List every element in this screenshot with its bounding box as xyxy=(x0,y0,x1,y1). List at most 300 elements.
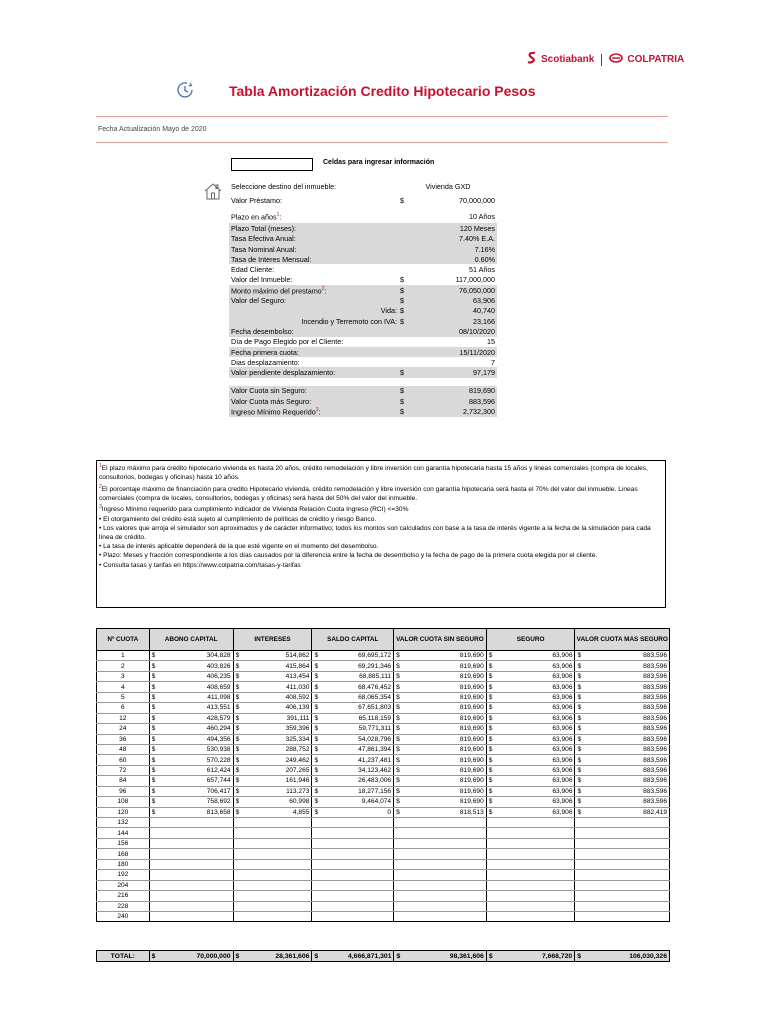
currency-sign: $ xyxy=(575,807,587,817)
house-icon xyxy=(203,181,223,206)
input-cell-legend-swatch xyxy=(231,158,313,171)
table-row xyxy=(97,776,670,786)
logo-colpatria-text: COLPATRIA xyxy=(627,54,685,65)
amount-cell: 63,906 xyxy=(498,786,575,796)
note-item xyxy=(99,542,663,551)
currency-sign: $ xyxy=(399,316,408,326)
currency-sign: $ xyxy=(399,406,408,416)
amount-cell xyxy=(406,901,487,911)
amount-cell: 813,658 xyxy=(161,807,233,817)
currency-sign: $ xyxy=(575,765,587,775)
currency-sign: $ xyxy=(233,797,245,807)
table-row xyxy=(97,818,670,828)
amount-cell: 612,424 xyxy=(161,765,233,775)
param-value: 97,179 xyxy=(408,367,497,377)
param-row xyxy=(229,306,497,316)
currency-sign xyxy=(486,838,498,848)
column-header: Nº CUOTA xyxy=(97,629,150,651)
amount-cell xyxy=(161,828,233,838)
currency-sign: $ xyxy=(149,734,161,744)
currency-sign: $ xyxy=(312,765,324,775)
installment-number: 120 xyxy=(97,807,150,817)
amount-cell: 68,065,354 xyxy=(324,692,394,702)
footnote-ref: 3 xyxy=(99,504,102,511)
amount-cell: 883,596 xyxy=(587,651,670,661)
currency-sign: $ xyxy=(394,755,406,765)
currency-sign: $ xyxy=(486,765,498,775)
amount-cell: 63,906 xyxy=(498,661,575,671)
note-text: El porcentaje máximo de financiación para credito Hipotecario vivienda, crédito remodelación y libre inversión con garantía hipotecaria será hasta el 70% del valor del inmueble. Lineas comerciales (compra de locales, consultorios, bodegas y oficinas) será hasta del 50% del valor del inmueble. xyxy=(99,485,638,502)
amount-cell: 883,596 xyxy=(587,786,670,796)
amount-cell: 819,690 xyxy=(406,671,487,681)
amount-cell xyxy=(161,859,233,869)
total-amount: 28,361,606 xyxy=(245,951,312,962)
amount-cell xyxy=(161,849,233,859)
amount-cell xyxy=(587,828,670,838)
amount-cell: 4,855 xyxy=(245,807,312,817)
notes-box xyxy=(96,460,666,608)
param-row xyxy=(229,275,497,285)
note-text: • Los valores que arroja el simulador son aproximados y de carácter informativo; todos los montos son calculados con base a la tasa de interés vigente a la fecha de la simulación para cada línea de crédito. xyxy=(99,524,651,541)
param-row xyxy=(229,347,497,357)
amount-cell xyxy=(324,901,394,911)
currency-sign xyxy=(149,911,161,921)
currency-sign xyxy=(149,880,161,890)
total-amount: 106,030,326 xyxy=(587,951,670,962)
table-row xyxy=(97,734,670,744)
currency-sign: $ xyxy=(394,692,406,702)
currency-sign xyxy=(394,880,406,890)
note-item xyxy=(99,483,663,504)
currency-sign: $ xyxy=(575,724,587,734)
currency-sign xyxy=(575,849,587,859)
footnote-ref: 2 xyxy=(321,285,325,292)
note-item xyxy=(99,561,663,570)
currency-sign: $ xyxy=(312,682,324,692)
amount-cell: 883,596 xyxy=(587,744,670,754)
amount-cell xyxy=(406,859,487,869)
amount-cell: 411,030 xyxy=(245,682,312,692)
note-item xyxy=(99,462,663,483)
amount-cell xyxy=(406,870,487,880)
param-value: 120 Meses xyxy=(408,223,497,233)
param-value: 10 Años xyxy=(469,211,495,221)
currency-sign: $ xyxy=(233,765,245,775)
amount-cell: 63,906 xyxy=(498,724,575,734)
amount-cell: 325,334 xyxy=(245,734,312,744)
note-text: • El otorgamiento del crédito está sujeto al cumplimiento de políticas de crédito y riesgo Banco. xyxy=(99,515,377,523)
currency-sign xyxy=(233,901,245,911)
currency-sign: $ xyxy=(394,765,406,775)
currency-sign: $ xyxy=(486,682,498,692)
table-row xyxy=(97,682,670,692)
amount-cell: 304,828 xyxy=(161,651,233,661)
amount-cell: 63,906 xyxy=(498,703,575,713)
amount-cell: 758,692 xyxy=(161,797,233,807)
amount-cell: 415,864 xyxy=(245,661,312,671)
amount-cell: 63,906 xyxy=(498,682,575,692)
summary-row xyxy=(229,386,497,396)
currency-sign xyxy=(575,901,587,911)
currency-sign: $ xyxy=(394,651,406,661)
column-header: SALDO CAPITAL xyxy=(312,629,394,651)
currency-sign xyxy=(149,849,161,859)
currency-sign: $ xyxy=(486,744,498,754)
summary-value: 883,596 xyxy=(408,396,497,406)
param-label: Dias desplazamiento: xyxy=(231,357,300,367)
currency-sign: $ xyxy=(399,396,408,406)
amount-cell: 288,752 xyxy=(245,744,312,754)
currency-sign: $ xyxy=(394,744,406,754)
currency-sign: $ xyxy=(312,734,324,744)
currency-sign xyxy=(233,870,245,880)
currency-sign: $ xyxy=(394,786,406,796)
amount-cell: 413,551 xyxy=(161,703,233,713)
currency-sign: $ xyxy=(149,661,161,671)
amount-cell xyxy=(324,891,394,901)
amount-cell: 883,596 xyxy=(587,692,670,702)
param-label: Valor Cuota más Seguro: xyxy=(229,396,399,406)
currency-sign xyxy=(486,818,498,828)
amount-cell xyxy=(406,818,487,828)
currency-sign xyxy=(575,818,587,828)
amount-cell: 63,906 xyxy=(498,713,575,723)
amount-cell: 67,651,803 xyxy=(324,703,394,713)
currency-sign: $ xyxy=(399,306,408,316)
footnote-ref: 3 xyxy=(315,406,319,413)
currency-sign: $ xyxy=(486,651,498,661)
currency-sign xyxy=(394,859,406,869)
table-row xyxy=(97,849,670,859)
amount-cell xyxy=(324,849,394,859)
currency-sign: $ xyxy=(149,724,161,734)
table-row xyxy=(97,744,670,754)
amount-cell: 59,771,311 xyxy=(324,724,394,734)
amount-cell: 514,862 xyxy=(245,651,312,661)
column-header: ABONO CAPITAL xyxy=(149,629,233,651)
amount-cell: 819,690 xyxy=(406,734,487,744)
currency-sign xyxy=(233,880,245,890)
amount-cell xyxy=(587,891,670,901)
currency-sign: $ xyxy=(233,671,245,681)
currency-sign: $ xyxy=(312,744,324,754)
amount-cell xyxy=(245,828,312,838)
currency-sign: $ xyxy=(399,285,408,295)
currency-sign xyxy=(312,911,324,921)
amount-cell: 428,579 xyxy=(161,713,233,723)
param-label: Monto máximo del prestamo$^2$: xyxy=(229,285,399,295)
amount-cell: 819,690 xyxy=(406,692,487,702)
currency-sign xyxy=(149,901,161,911)
amount-cell: 819,690 xyxy=(406,724,487,734)
note-item xyxy=(99,515,663,524)
total-amount: 70,000,000 xyxy=(161,951,233,962)
currency-sign: $ xyxy=(149,765,161,775)
colpatria-mark-icon xyxy=(609,53,623,66)
amount-cell xyxy=(245,891,312,901)
installment-number: 60 xyxy=(97,755,150,765)
amount-cell xyxy=(587,901,670,911)
currency-sign xyxy=(233,828,245,838)
currency-sign xyxy=(399,234,408,244)
param-value: 15 xyxy=(487,337,495,347)
currency-sign xyxy=(233,911,245,921)
amount-cell: 41,237,481 xyxy=(324,755,394,765)
currency-sign: $ xyxy=(233,744,245,754)
amount-cell xyxy=(498,838,575,848)
installment-number: 4 xyxy=(97,682,150,692)
param-value: 15/11/2020 xyxy=(408,347,497,357)
currency-sign: $ xyxy=(394,713,406,723)
amount-cell: 883,596 xyxy=(587,703,670,713)
currency-sign xyxy=(312,859,324,869)
param-value: 40,740 xyxy=(408,306,497,316)
amount-cell: 530,938 xyxy=(161,744,233,754)
currency-sign: $ xyxy=(486,786,498,796)
installment-number: 36 xyxy=(97,734,150,744)
param-row xyxy=(229,264,497,274)
param-label: Valor del Seguro: xyxy=(229,295,399,305)
param-row xyxy=(229,285,497,295)
currency-sign: $ xyxy=(486,755,498,765)
amount-cell xyxy=(406,891,487,901)
amount-cell: 60,998 xyxy=(245,797,312,807)
table-row xyxy=(97,786,670,796)
param-label: Día de Pago Elegido por el Cliente: xyxy=(231,337,344,347)
currency-sign: $ xyxy=(575,755,587,765)
currency-sign xyxy=(394,870,406,880)
installment-number: 144 xyxy=(97,828,150,838)
param-value: 70,000,000 xyxy=(459,195,495,205)
currency-sign xyxy=(233,818,245,828)
currency-sign xyxy=(149,828,161,838)
column-header: VALOR CUOTA MAS SEGURO xyxy=(575,629,670,651)
amount-cell xyxy=(161,891,233,901)
amount-cell xyxy=(245,838,312,848)
table-row xyxy=(97,880,670,890)
amount-cell xyxy=(406,838,487,848)
currency-sign xyxy=(394,911,406,921)
currency-sign: $ xyxy=(394,951,406,962)
table-row xyxy=(97,703,670,713)
amount-cell: 819,690 xyxy=(406,797,487,807)
param-value: 7.40% E.A. xyxy=(408,234,497,244)
currency-sign xyxy=(312,838,324,848)
currency-sign: $ xyxy=(312,951,324,962)
currency-sign xyxy=(575,880,587,890)
brand-logo xyxy=(527,52,684,67)
amount-cell: 54,028,796 xyxy=(324,734,394,744)
param-row xyxy=(229,295,497,305)
amount-cell: 34,123,462 xyxy=(324,765,394,775)
currency-sign: $ xyxy=(575,776,587,786)
title-divider xyxy=(96,116,668,117)
amount-cell: 359,396 xyxy=(245,724,312,734)
currency-sign: $ xyxy=(233,703,245,713)
currency-sign: $ xyxy=(575,734,587,744)
currency-sign xyxy=(486,880,498,890)
param-row xyxy=(229,223,497,233)
currency-sign xyxy=(575,859,587,869)
amount-cell xyxy=(498,891,575,901)
currency-sign: $ xyxy=(149,744,161,754)
amount-cell: 819,690 xyxy=(406,703,487,713)
amount-cell xyxy=(406,849,487,859)
currency-sign: $ xyxy=(486,734,498,744)
currency-sign xyxy=(394,891,406,901)
param-row xyxy=(229,337,497,347)
installment-number: 108 xyxy=(97,797,150,807)
amount-cell xyxy=(406,911,487,921)
amount-cell xyxy=(161,818,233,828)
installment-number: 168 xyxy=(97,849,150,859)
param-value: 7 xyxy=(491,357,495,367)
param-label: Tasa Efectiva Anual: xyxy=(229,234,399,244)
column-header: INTERESES xyxy=(233,629,312,651)
param-row xyxy=(229,254,497,264)
installment-number: 24 xyxy=(97,724,150,734)
currency-sign: $ xyxy=(575,661,587,671)
amount-cell: 63,906 xyxy=(498,755,575,765)
table-row xyxy=(97,870,670,880)
currency-sign xyxy=(394,901,406,911)
amount-cell xyxy=(587,880,670,890)
param-value: 76,050,000 xyxy=(408,285,497,295)
amount-cell xyxy=(587,818,670,828)
currency-sign: $ xyxy=(233,682,245,692)
currency-sign: $ xyxy=(399,386,408,396)
currency-sign xyxy=(233,849,245,859)
currency-sign: $ xyxy=(486,776,498,786)
logo-scotiabank-text: Scotiabank xyxy=(541,54,595,65)
amount-cell xyxy=(324,911,394,921)
currency-sign: $ xyxy=(149,755,161,765)
note-text: • Consulta tasas y tarifas en https://www.colpatria.com/tasas-y-tarifas xyxy=(99,561,301,569)
amount-cell xyxy=(324,880,394,890)
currency-sign xyxy=(233,891,245,901)
currency-sign: $ xyxy=(149,797,161,807)
summary-row xyxy=(229,396,497,406)
installment-number: 96 xyxy=(97,786,150,796)
param-label: Incendio y Terremoto con IVA: xyxy=(229,316,399,326)
note-text: • Plazo: Meses y fracción correspondiente a los días causados por la diferencia entre la fecha de desembolso y la fecha de pago de la primera cuota elegida por el cliente. xyxy=(99,552,598,560)
currency-sign: $ xyxy=(486,713,498,723)
param-value: 117,000,000 xyxy=(455,275,495,285)
param-value: 51 Años xyxy=(469,265,495,275)
param-label: Seleccione destino del inmueble: xyxy=(231,181,337,191)
amount-cell xyxy=(245,911,312,921)
currency-sign: $ xyxy=(233,713,245,723)
currency-sign: $ xyxy=(233,807,245,817)
installment-number: 84 xyxy=(97,776,150,786)
currency-sign xyxy=(233,838,245,848)
currency-sign xyxy=(312,818,324,828)
param-label: Ingreso Mínimo Requerido$^3$: xyxy=(229,406,399,416)
installment-number: 12 xyxy=(97,713,150,723)
currency-sign: $ xyxy=(149,713,161,723)
amount-cell: 819,690 xyxy=(406,661,487,671)
amount-cell: 9,464,074 xyxy=(324,797,394,807)
currency-sign xyxy=(399,337,408,347)
installment-number: 2 xyxy=(97,661,150,671)
currency-sign: $ xyxy=(400,195,404,205)
amount-cell xyxy=(587,870,670,880)
param-row xyxy=(229,316,497,326)
table-row xyxy=(97,901,670,911)
currency-sign: $ xyxy=(312,661,324,671)
amount-cell: 706,417 xyxy=(161,786,233,796)
currency-sign xyxy=(149,838,161,848)
amount-cell xyxy=(245,859,312,869)
param-row xyxy=(229,357,497,367)
table-row xyxy=(97,807,670,817)
param-value: 08/10/2020 xyxy=(408,326,497,336)
scotiabank-s-icon xyxy=(527,52,537,67)
currency-sign: $ xyxy=(312,807,324,817)
table-row xyxy=(97,661,670,671)
currency-sign: $ xyxy=(312,786,324,796)
amount-cell xyxy=(587,911,670,921)
currency-sign: $ xyxy=(486,661,498,671)
param-label: Valor Cuota sin Seguro: xyxy=(229,386,399,396)
amount-cell: 883,596 xyxy=(587,724,670,734)
amount-cell: 411,098 xyxy=(161,692,233,702)
amount-cell xyxy=(324,818,394,828)
clock-refresh-icon xyxy=(176,80,196,105)
note-item xyxy=(99,503,663,514)
amount-cell: 819,690 xyxy=(406,765,487,775)
column-header: SEGURO xyxy=(486,629,575,651)
currency-sign xyxy=(149,818,161,828)
currency-sign xyxy=(394,828,406,838)
amount-cell xyxy=(161,838,233,848)
currency-sign xyxy=(575,828,587,838)
currency-sign: $ xyxy=(149,703,161,713)
currency-sign xyxy=(486,891,498,901)
page-title: Tabla Amortización Credito Hipotecario Pesos xyxy=(229,83,536,99)
amount-cell: 249,462 xyxy=(245,755,312,765)
currency-sign: $ xyxy=(312,713,324,723)
amount-cell xyxy=(324,870,394,880)
param-label: Fecha desembolso: xyxy=(229,326,399,336)
installment-number: 1 xyxy=(97,651,150,661)
amount-cell: 883,596 xyxy=(587,755,670,765)
param-label: Tasa Nominal Anual: xyxy=(229,244,399,254)
param-row xyxy=(229,326,497,336)
param-label: Vida: xyxy=(229,306,399,316)
amount-cell: 819,690 xyxy=(406,651,487,661)
amount-cell xyxy=(587,838,670,848)
param-row xyxy=(229,209,497,223)
currency-sign xyxy=(575,838,587,848)
update-date: Fecha Actualización Mayo de 2020 xyxy=(98,126,207,133)
installment-number: 48 xyxy=(97,744,150,754)
currency-sign: $ xyxy=(399,367,408,377)
amount-cell xyxy=(161,901,233,911)
currency-sign: $ xyxy=(312,651,324,661)
amount-cell xyxy=(498,859,575,869)
table-row xyxy=(97,765,670,775)
amount-cell xyxy=(498,849,575,859)
currency-sign: $ xyxy=(312,703,324,713)
param-row xyxy=(229,181,497,191)
currency-sign: $ xyxy=(233,661,245,671)
currency-sign xyxy=(486,828,498,838)
amount-cell xyxy=(324,838,394,848)
note-text: El plazo máximo para crédito hipotecario vivienda es hasta 20 años, crédito remodelación y libre inversión con garantía hipotecaria hasta 15 años y lineas comerciales (compra de locales, consultorios, bodegas y oficinas) hasta 10 años. xyxy=(99,465,648,482)
currency-sign xyxy=(394,818,406,828)
currency-sign xyxy=(399,326,408,336)
